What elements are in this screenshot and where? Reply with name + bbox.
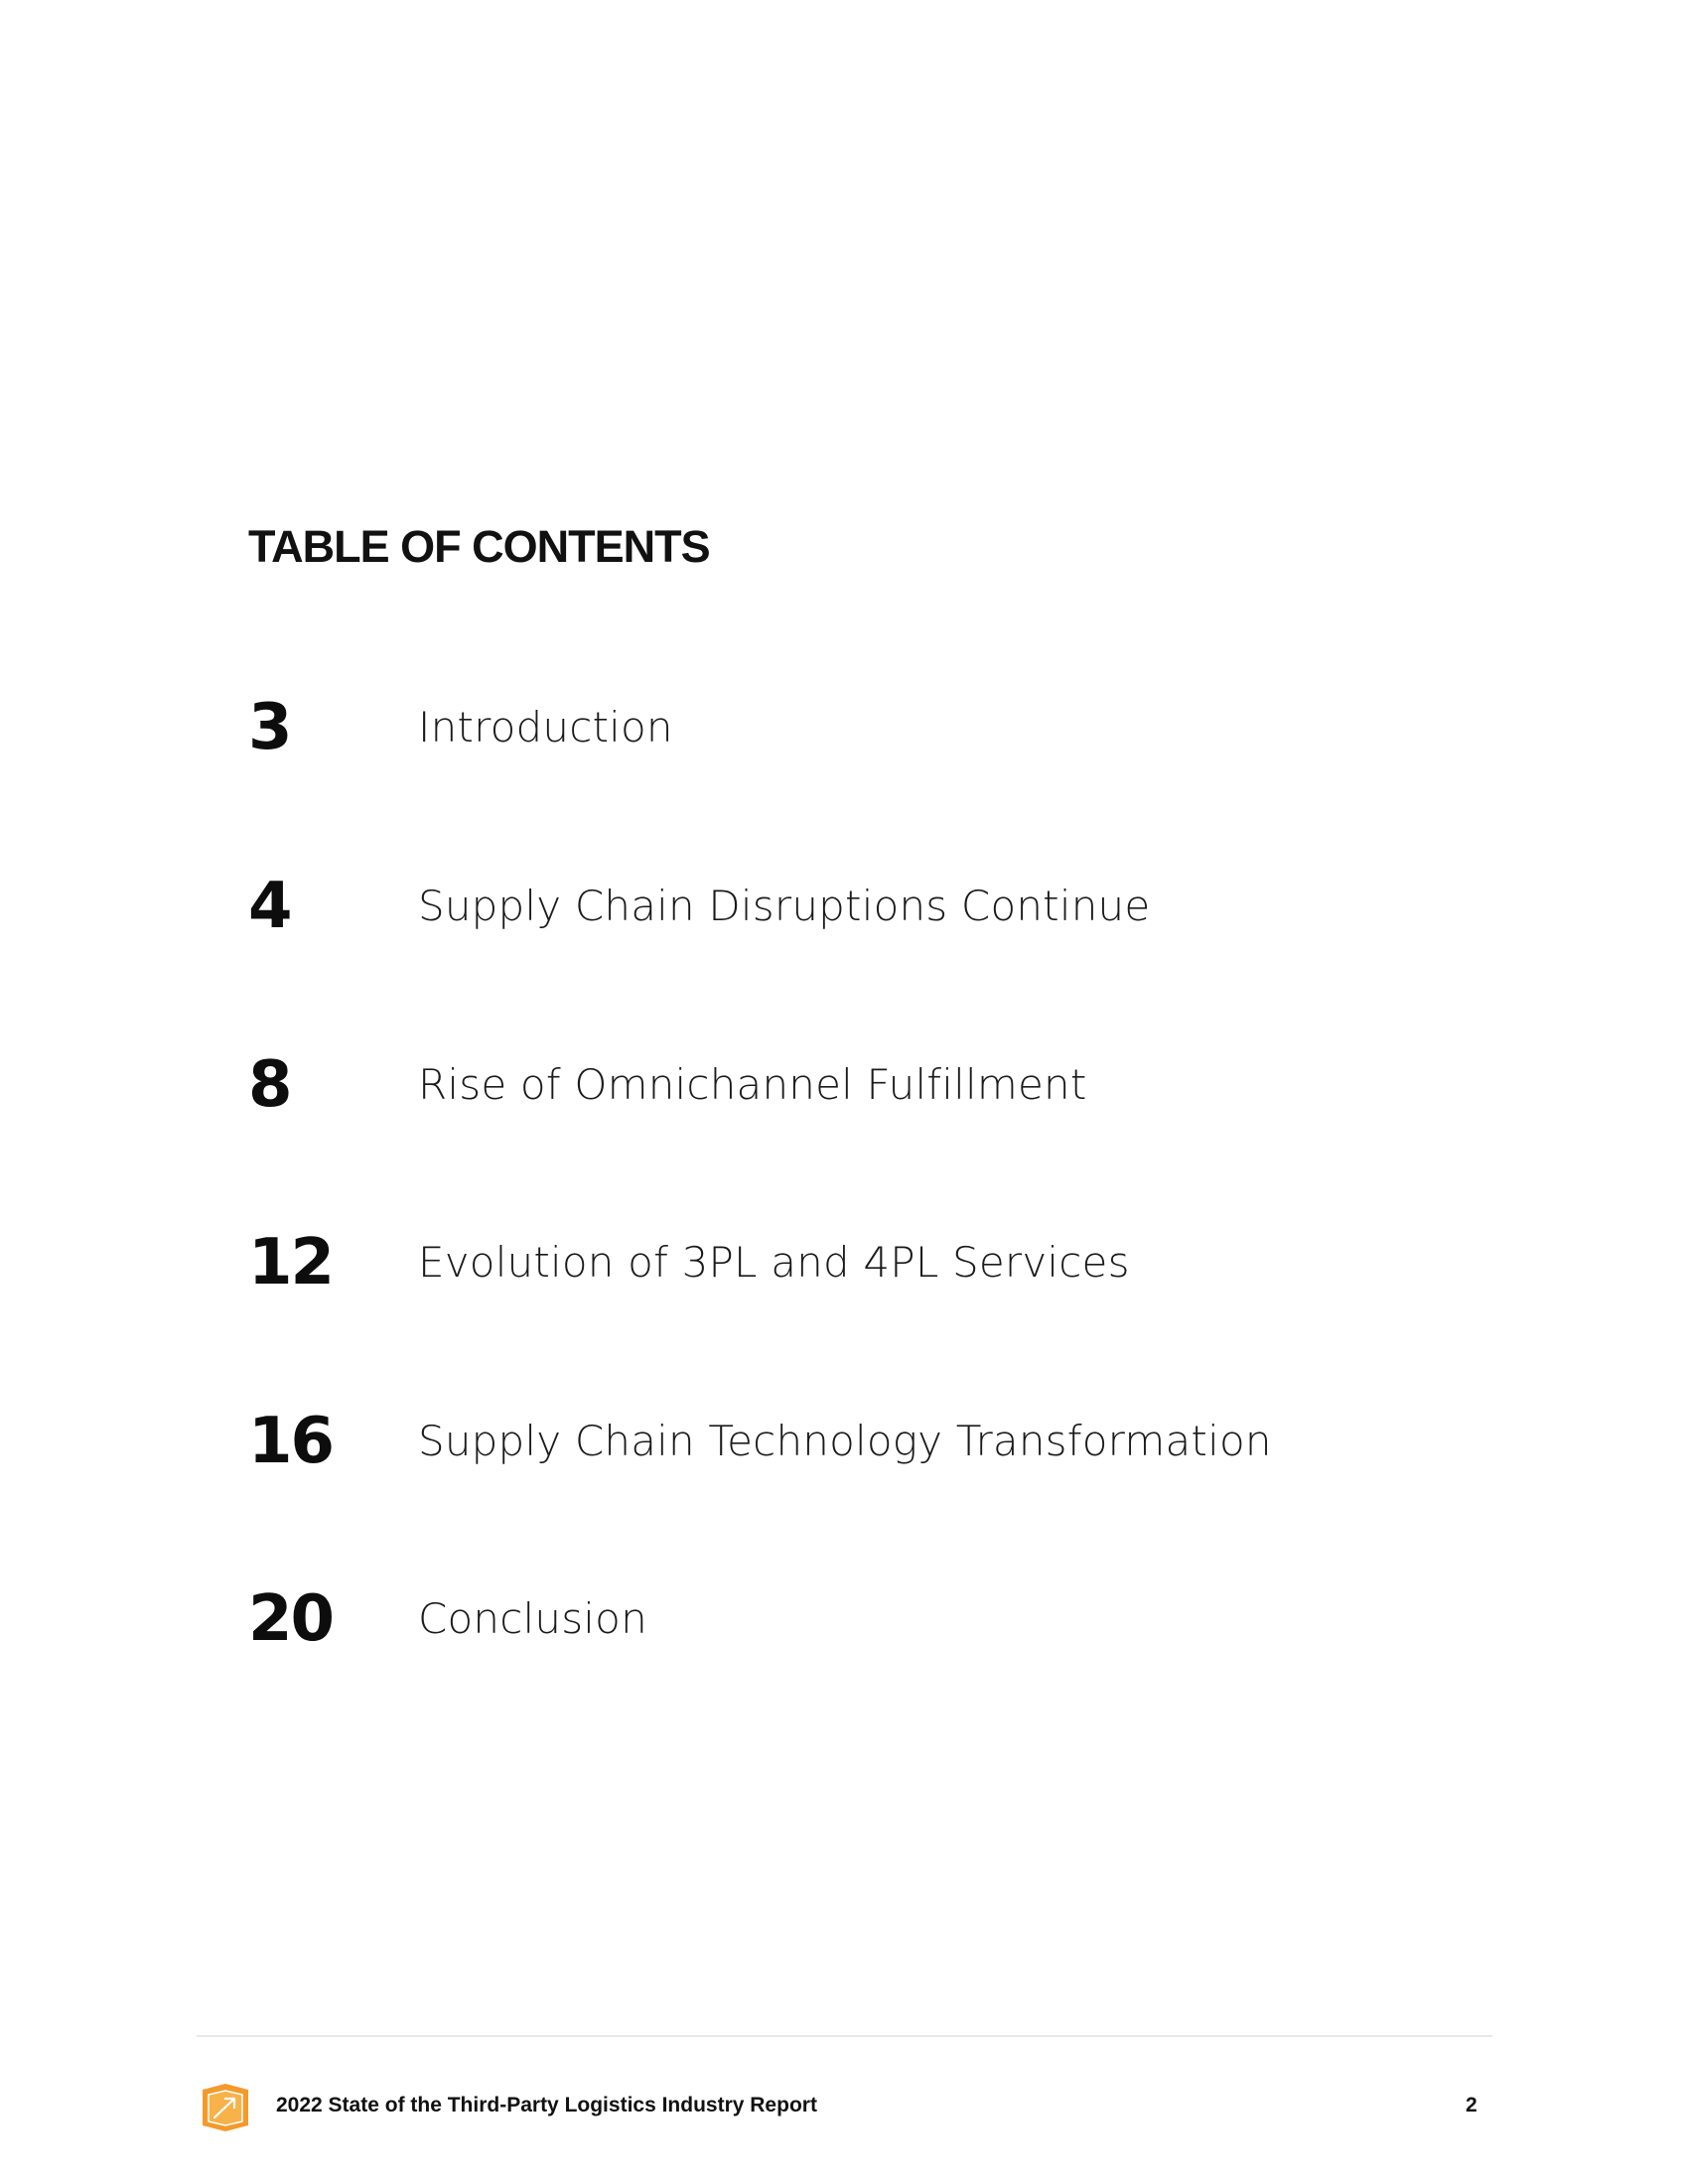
toc-page-number: 8 bbox=[248, 1048, 291, 1122]
toc-page-number: 20 bbox=[248, 1582, 334, 1656]
toc-section-title: Supply Chain Disruptions Continue bbox=[418, 882, 1151, 930]
toc-section-title: Evolution of 3PL and 4PL Services bbox=[418, 1238, 1130, 1287]
toc-section-title: Introduction bbox=[418, 703, 673, 751]
toc-page-number: 3 bbox=[248, 691, 291, 764]
toc-entry-3pl-4pl-services[interactable] bbox=[248, 1223, 1440, 1302]
toc-section-title: Rise of Omnichannel Fulfillment bbox=[418, 1060, 1087, 1109]
toc-entry-conclusion[interactable] bbox=[248, 1579, 1440, 1659]
toc-entry-technology-transformation[interactable] bbox=[248, 1402, 1440, 1481]
toc-page-number: 16 bbox=[248, 1405, 334, 1478]
toc-entry-introduction[interactable] bbox=[248, 688, 1440, 767]
page-title: TABLE OF CONTENTS bbox=[248, 521, 710, 572]
footer-divider bbox=[197, 2035, 1492, 2037]
toc-entry-supply-chain-disruptions[interactable] bbox=[248, 867, 1440, 946]
footer-page-number: 2 bbox=[1466, 2094, 1477, 2116]
box-arrow-icon bbox=[197, 2082, 254, 2133]
toc-entry-omnichannel-fulfillment[interactable] bbox=[248, 1045, 1440, 1125]
footer-report-title: 2022 State of the Third-Party Logistics Industry Report bbox=[276, 2094, 817, 2116]
toc-section-title: Supply Chain Technology Transformation bbox=[418, 1417, 1272, 1465]
toc-page-number: 12 bbox=[248, 1226, 334, 1299]
toc-section-title: Conclusion bbox=[418, 1594, 647, 1643]
toc-page-number: 4 bbox=[248, 870, 291, 943]
